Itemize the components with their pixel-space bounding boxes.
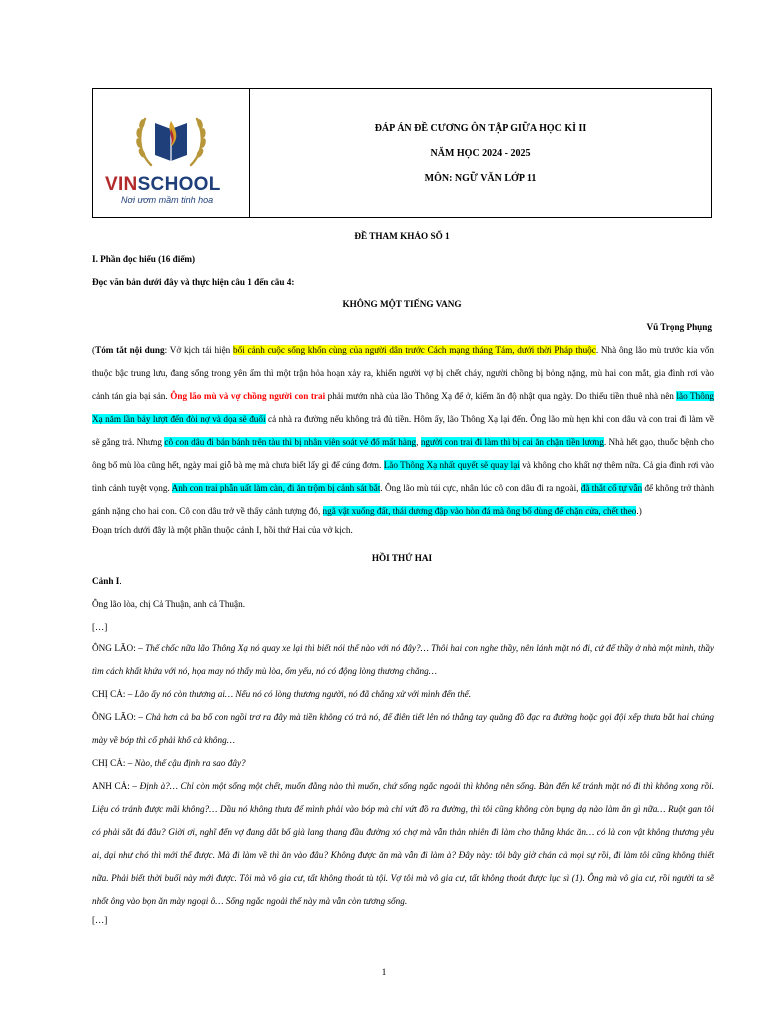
summary-text: . Ông lão mù túi cực, nhân lúc cô con dâu đi ra ngoài, <box>380 483 581 493</box>
dialogue-text: – Định à?… Chỉ còn một sống một chết, muốn đằng nào thì muốn, chứ sống ngắc ngoải thì không nên sống. Bàn đến kế tránh mặt nó đi thì không xong rồi. Liệu có tránh được mãi không?… Dầu nó không thưa để mình phải vào bóp mà chỉ vứt đồ ra đường, thì tôi cũng không còn bụng dạ nào làm ăn gì nữa… Ruột gan tôi có phải sắt đá đâu? Giời ơi, nghĩ đến vợ đang dắt bố già lang thang đầu đường xó chợ mà vẫn thản nhiên đi làm cho thằng khác ăn… có là con vật không thương yêu ai, dại như chó thì mới thế được. Mà đi làm về thì ăn vào đâu? Không được ăn mà vẫn đi làm à? Đây này: tôi bây giờ chán cả mọi sự rồi, đi làm tôi cũng không thiết nữa. Phải biết thời buổi này mới được. Tôi mà vô gia cư, tất không thoát tù tội. Vợ tôi mà vô gia cư, tất không thoát được lục sì (1). Ông mà vô gia cư, rồi người ta sẽ nhốt ông vào bọn ăn mày ngoại ô… Sống ngắc ngoải thế này mà vẫn còn tương sống. <box>92 781 714 906</box>
summary-text: . Nhà hết gạo, thuốc bệnh cho ông bố mù lòa cũng hết, ngày mai giỗ bà mẹ mà chưa biết lấy gì để cúng đơm. <box>92 437 714 470</box>
speaker-name: CHỊ CẢ: <box>92 758 128 768</box>
page-number: 1 <box>381 968 387 978</box>
dialogue-text: – Thế chốc nữa lão Thông Xạ nó quay xe lại thì biết nói thế nào với nó đây?… Thôi hai con nghe thầy, nên lánh mặt nó đi, cứ để thầy ở nhà một mình, thầy tìm cách khất khứa với nó, họa may nó thấy mù lòa, ốm yếu, nó có động lòng thương chăng… <box>92 643 715 676</box>
dialogue-line <box>92 683 714 706</box>
speaker-name: ANH CẢ: <box>92 781 133 791</box>
highlight-cyan: cô con dâu đi bán bánh trên tàu thì bị nhân viên soát vé đổ mất hàng <box>164 437 417 447</box>
highlight-cyan: đã thắt cổ tự vẫn <box>580 483 643 493</box>
excerpt-intro: Đoạn trích dưới đây là một phần thuộc cảnh I, hồi thứ Hai của vở kịch. <box>92 525 353 535</box>
summary-text: . Nhà ông lão mù trước kia vốn thuộc bậc trung lưu, đang sống trong yên ấm thì một trận hỏa hoạn xảy ra, khiến người vợ bị chết cháy, người chồng bị bỏng nặng, mù hai con mắt, gia đình rơi vào cảnh tán gia bại sản. <box>92 345 714 401</box>
summary-open-paren: ( <box>92 345 96 355</box>
play-title: KHÔNG MỘT TIẾNG VANG <box>342 299 462 309</box>
summary-text: : Vở kịch tái hiện <box>164 345 234 355</box>
highlight-cyan: Lão Thông Xạ nhất quyết sẽ quay lại <box>383 460 520 470</box>
logo-tagline: Nơi ươm mầm tinh hoa <box>121 195 214 205</box>
logo-school-text: SCHOOL <box>137 174 221 195</box>
character-list: Ông lão lòa, chị Cả Thuận, anh cả Thuận. <box>92 599 245 609</box>
highlight-cyan: ngã vật xuống đất, thái dương đập vào hòn đá mà ông bố dùng để chặn cửa, chết theo <box>322 506 637 516</box>
section-heading: I. Phần đọc hiểu (16 điểm) <box>92 254 196 264</box>
instruction-text: Đọc văn bản dưới đây và thực hiện câu 1 đến câu 4: <box>92 277 295 287</box>
exam-title: ĐỀ THAM KHẢO SỐ 1 <box>354 231 450 241</box>
summary-text: phải mướn nhà của lão Thông Xạ để ở, kiếm ăn độ nhật qua ngày. Do thiếu tiền thuê nhà nên <box>325 391 677 401</box>
ellipsis-marker: […] <box>92 915 108 925</box>
logo-vin-text: VIN <box>105 174 138 195</box>
author-name: Vũ Trọng Phụng <box>646 322 712 332</box>
scene-dot: . <box>119 576 122 586</box>
summary-paragraph <box>92 339 714 523</box>
scene-heading <box>92 574 712 588</box>
summary-label: Tóm tắt nội dung <box>95 345 165 355</box>
dialogue-line <box>92 775 714 913</box>
speaker-name: ÔNG LÃO: <box>92 712 139 722</box>
summary-text: .) <box>636 506 642 516</box>
summary-text: , <box>416 437 421 447</box>
school-logo <box>93 89 250 217</box>
vinschool-emblem-icon <box>133 107 209 171</box>
dialogue-text: – Chả hơn cả ba bố con ngồi trơ ra đây mà tiền không có trả nó, để điên tiết lên nó thẳng tay quăng đồ đạc ra đường hoặc gọi đội xếp thưa bắt hai chúng mày về bóp thì cổ phải khổ cả không… <box>92 712 715 745</box>
dialogue-line <box>92 752 714 775</box>
dialogue-line <box>92 706 714 752</box>
speaker-name: ÔNG LÃO: <box>92 643 139 653</box>
header-title-line3: MÔN: NGỮ VĂN LỚP 11 <box>424 172 537 184</box>
dialogue-text: – Nào, thế cậu định ra sao đây? <box>127 758 246 768</box>
dialogue-line <box>92 637 714 683</box>
header-table <box>92 88 712 218</box>
ellipsis-marker: […] <box>92 622 108 632</box>
highlight-yellow: bối cảnh cuộc sống khốn cùng của người dân trước Cách mạng tháng Tám, dưới thời Pháp thuộc <box>233 345 596 355</box>
speaker-name: CHỊ CẢ: <box>92 689 128 699</box>
red-emphasis-text: Ông lão mù và vợ chồng người con trai <box>170 391 326 401</box>
summary-text: để không trở thành gánh nặng cho hai con. Cô con dâu trở về thấy cảnh tượng đó, <box>92 483 714 516</box>
summary-text: và không cho khất nợ thêm nữa. Cả gia đình rơi vào tình cảnh tuyệt vọng. <box>92 460 714 493</box>
header-title-line2: NĂM HỌC 2024 - 2025 <box>430 147 531 159</box>
logo-wordmark <box>105 174 221 196</box>
summary-text: cả nhà ra đường nếu không trả đủ tiền. Hôm ấy, lão Thông Xạ lại đến. Ông lão mù hẹn khi con dâu và con trai đi làm về sẽ gắng trả. Nhưng <box>92 414 714 447</box>
scene-label: Cảnh I <box>92 576 120 586</box>
header-title-block <box>250 89 711 217</box>
act-title: HỒI THỨ HAI <box>371 553 433 563</box>
highlight-cyan: người con trai đi làm thì bị cai ăn chặn tiền lương <box>420 437 604 447</box>
dialogue-text: – Lão ấy nó còn thương ai… Nếu nó có lòng thương người, nó đã chẳng xử với mình đến thế. <box>127 689 472 699</box>
header-title-line1: ĐÁP ÁN ĐỀ CƯƠNG ÔN TẬP GIỮA HỌC KÌ II <box>374 122 587 134</box>
highlight-cyan: Anh con trai phẫn uất làm càn, đi ăn trộm bị cảnh sát bắt <box>171 483 381 493</box>
highlight-cyan: lão Thông Xạ năm lần bảy lượt đến đòi nợ và dọa sẽ đuổi <box>92 391 715 424</box>
